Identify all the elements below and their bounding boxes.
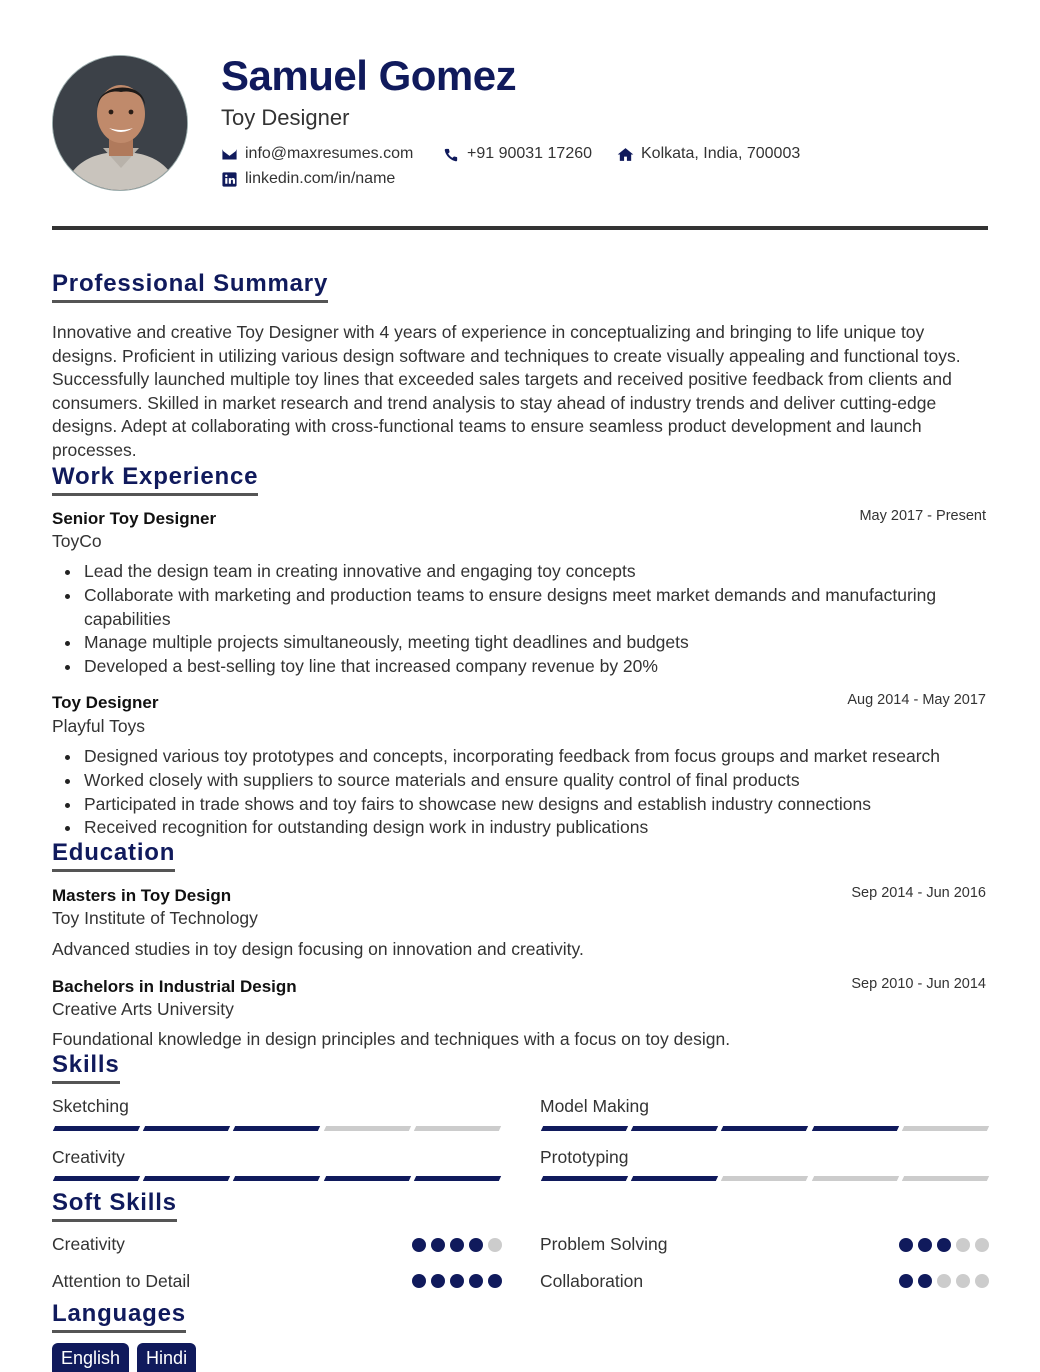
skill-bar-segment — [721, 1126, 809, 1131]
languages-heading: Languages — [52, 1300, 186, 1333]
soft-skill-name: Attention to Detail — [52, 1271, 191, 1291]
job-bullets — [84, 560, 984, 679]
language-tag: Hindi — [137, 1343, 196, 1372]
list-item: Manage multiple projects simultaneously, meeting tight deadlines and budgets — [84, 631, 984, 655]
job-title-headline: Toy Designer — [221, 105, 350, 130]
rating-dot — [488, 1238, 502, 1252]
soft-skills-heading: Soft Skills — [52, 1189, 177, 1222]
soft-skill-name: Problem Solving — [540, 1234, 668, 1254]
phone-text: +91 90031 17260 — [467, 145, 593, 162]
skill-bar-segment — [631, 1176, 719, 1181]
skill-bar-segment — [323, 1176, 411, 1181]
skill-bar — [542, 1176, 988, 1181]
rating-dot — [412, 1238, 426, 1252]
rating-dot — [488, 1274, 502, 1288]
rating-dot — [450, 1238, 464, 1252]
location-text: Kolkata, India, 700003 — [641, 145, 801, 162]
education-description: Foundational knowledge in design principles and techniques with a focus on toy design. — [52, 1029, 731, 1049]
skill-bar-segment — [143, 1176, 231, 1181]
envelope-icon — [221, 146, 238, 163]
skill-name: Model Making — [540, 1096, 649, 1116]
summary-text: Innovative and creative Toy Designer with 4 years of experience in conceptualizing and bringing to life unique toy designs. Proficient in utilizing various design software and techniques to create visually appealing and functional toys. Successfully launched multiple toy lines that exceeded sales targets and received positive feedback from clients and consumers. Skilled in market research and trend analysis to stay ahead of industry trends and deliver cutting-edge designs. Adept at collaborating with cross-functional teams to ensure seamless product development and launch processes. — [52, 322, 961, 460]
phone-icon — [443, 146, 460, 163]
skill-bar-segment — [53, 1176, 141, 1181]
rating-dot — [899, 1274, 913, 1288]
rating-dot — [937, 1238, 951, 1252]
education-dates: Sep 2014 - Jun 2016 — [851, 885, 986, 901]
skill-bar-segment — [541, 1176, 629, 1181]
soft-skill-name: Collaboration — [540, 1271, 644, 1291]
job-title: Toy Designer — [52, 693, 159, 712]
education-description: Advanced studies in toy design focusing on innovation and creativity. — [52, 939, 584, 959]
email-text: info@maxresumes.com — [245, 145, 414, 162]
list-item: Collaborate with marketing and production teams to ensure designs meet market demands and manufacturing capabilities — [84, 584, 984, 632]
contact-location — [617, 145, 800, 163]
degree-title: Bachelors in Industrial Design — [52, 977, 297, 996]
skills-heading: Skills — [52, 1051, 120, 1084]
list-item: Lead the design team in creating innovative and engaging toy concepts — [84, 560, 984, 584]
skill-bar-segment — [902, 1176, 990, 1181]
rating-dot — [937, 1274, 951, 1288]
rating-dot — [469, 1274, 483, 1288]
rating-dot — [431, 1274, 445, 1288]
rating-dot — [918, 1238, 932, 1252]
linkedin-text: linkedin.com/in/name — [245, 170, 396, 187]
job-company: ToyCo — [52, 531, 102, 551]
skill-bar-segment — [53, 1126, 141, 1131]
soft-skill-rating — [412, 1238, 502, 1252]
rating-dot — [431, 1238, 445, 1252]
skill-bar — [542, 1126, 988, 1131]
profile-photo — [53, 56, 188, 191]
job-title: Senior Toy Designer — [52, 509, 217, 528]
header-divider — [52, 226, 988, 230]
rating-dot — [975, 1274, 989, 1288]
skill-name: Creativity — [52, 1147, 125, 1167]
skill-bar-segment — [143, 1126, 231, 1131]
skill-bar-segment — [811, 1176, 899, 1181]
rating-dot — [469, 1238, 483, 1252]
soft-skill-rating — [899, 1274, 989, 1288]
job-dates: Aug 2014 - May 2017 — [847, 692, 986, 708]
skill-bar-segment — [233, 1176, 321, 1181]
skill-bar-segment — [721, 1176, 809, 1181]
skill-bar-segment — [631, 1126, 719, 1131]
skill-bar-segment — [414, 1176, 502, 1181]
rating-dot — [956, 1238, 970, 1252]
job-company: Playful Toys — [52, 716, 146, 736]
rating-dot — [918, 1274, 932, 1288]
home-icon — [617, 146, 634, 163]
list-item: Received recognition for outstanding design work in industry publications — [84, 816, 984, 840]
linkedin-icon — [221, 171, 238, 188]
skill-name: Prototyping — [540, 1147, 629, 1167]
education-heading: Education — [52, 839, 175, 872]
list-item: Developed a best-selling toy line that increased company revenue by 20% — [84, 655, 984, 679]
skill-bar — [54, 1176, 500, 1181]
summary-heading: Professional Summary — [52, 270, 328, 303]
school-name: Toy Institute of Technology — [52, 908, 258, 928]
skill-bar-segment — [541, 1126, 629, 1131]
skill-bar-segment — [233, 1126, 321, 1131]
contact-phone[interactable] — [443, 145, 592, 163]
education-dates: Sep 2010 - Jun 2014 — [851, 976, 986, 992]
skill-bar-segment — [323, 1126, 411, 1131]
rating-dot — [899, 1238, 913, 1252]
skill-name: Sketching — [52, 1096, 129, 1116]
soft-skill-rating — [899, 1238, 989, 1252]
soft-skill-name: Creativity — [52, 1234, 125, 1254]
job-bullets — [84, 745, 984, 840]
languages-list — [52, 1343, 196, 1372]
soft-skill-rating — [412, 1274, 502, 1288]
list-item: Participated in trade shows and toy fairs to showcase new designs and establish industry connections — [84, 793, 984, 817]
contact-email[interactable] — [221, 145, 413, 163]
rating-dot — [450, 1274, 464, 1288]
contact-linkedin[interactable] — [221, 170, 395, 188]
rating-dot — [975, 1238, 989, 1252]
list-item: Worked closely with suppliers to source materials and ensure quality control of final products — [84, 769, 984, 793]
degree-title: Masters in Toy Design — [52, 886, 232, 905]
candidate-name: Samuel Gomez — [221, 52, 517, 99]
rating-dot — [956, 1274, 970, 1288]
list-item: Designed various toy prototypes and concepts, incorporating feedback from focus groups and market research — [84, 745, 984, 769]
language-tag: English — [52, 1343, 129, 1372]
skill-bar-segment — [902, 1126, 990, 1131]
skill-bar-segment — [811, 1126, 899, 1131]
skill-bar — [54, 1126, 500, 1131]
experience-heading: Work Experience — [52, 463, 258, 496]
job-dates: May 2017 - Present — [859, 508, 986, 524]
rating-dot — [412, 1274, 426, 1288]
school-name: Creative Arts University — [52, 999, 234, 1019]
avatar — [52, 55, 188, 191]
skill-bar-segment — [414, 1126, 502, 1131]
